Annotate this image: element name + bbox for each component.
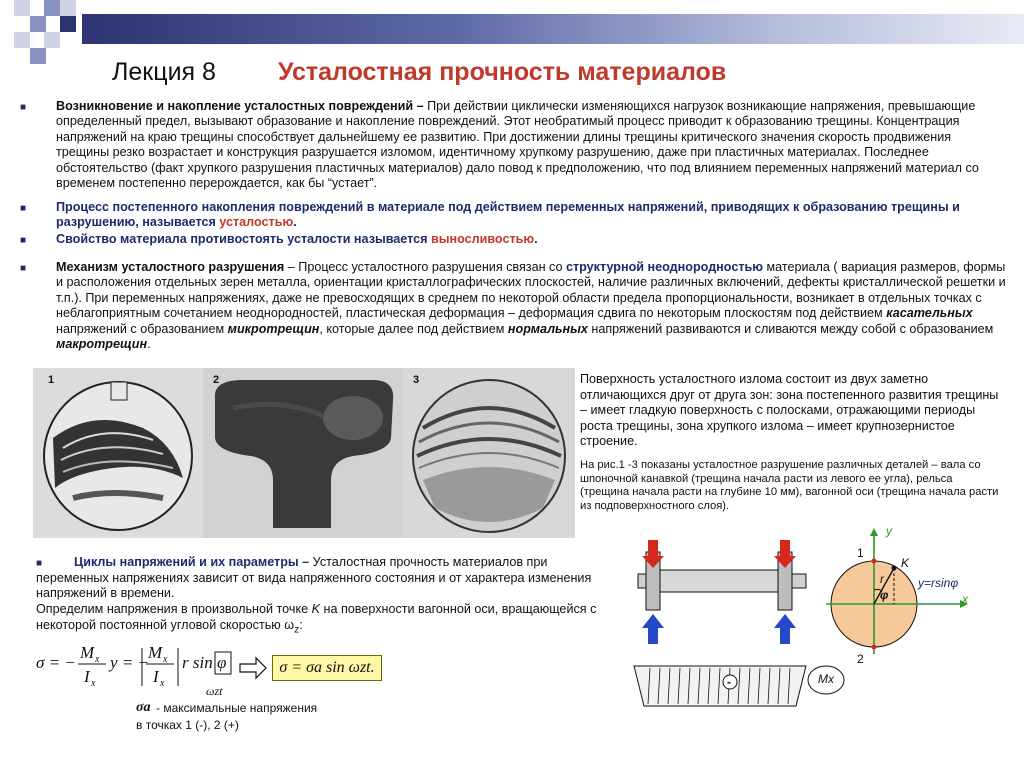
fracture-photo-shaft: [33, 368, 203, 538]
svg-text:x: x: [160, 678, 165, 688]
header-band: [82, 14, 1024, 44]
sigma-a-symbol: σa: [136, 700, 151, 715]
svg-text:I: I: [84, 667, 90, 686]
mechanism-text: , которые далее под действием: [319, 321, 508, 336]
point-k-text: Определим напряжения в произвольной точке: [36, 602, 312, 616]
point-1-label: 1: [857, 546, 864, 560]
bullet-icon: ■: [20, 263, 27, 274]
normal-term: нормальных: [507, 321, 588, 336]
endurance-term: выносливостью: [430, 232, 535, 246]
y-equation-label: y=rsinφ: [918, 576, 959, 590]
deco-square: [30, 48, 46, 64]
deco-square: [60, 16, 76, 32]
radius-label: r: [880, 572, 884, 586]
macrocrack-term: макротрещин: [56, 337, 148, 352]
svg-text:φ: φ: [217, 653, 227, 672]
deco-square: [14, 32, 30, 48]
svg-text:x: x: [95, 654, 100, 665]
fatigue-def-text: Процесс постепенного накопления повреждений в материале под действием переменных напряжений, приводящих к образованию трещины и разрушению, называется: [56, 200, 960, 230]
microcrack-term: микротрещин: [227, 321, 320, 336]
point-2-label: 2: [857, 652, 864, 666]
fracture-photo-rail: [203, 368, 403, 538]
page-title: Усталостная прочность материалов: [278, 58, 727, 86]
sigma-a-note: - максимальные напряжения: [156, 701, 318, 715]
fatigue-term: усталостью: [219, 215, 294, 230]
photo-number-3: 3: [413, 374, 420, 386]
paragraph-damage: [56, 99, 1006, 191]
deco-square: [44, 32, 60, 48]
x-axis-label: x: [962, 592, 968, 606]
omega-subscript: z: [294, 623, 300, 636]
mechanism-heading: Механизм усталостного разрушения: [56, 260, 285, 274]
paragraph-fatigue-def: [56, 200, 1006, 231]
fracture-description: Поверхность усталостного излома состоит из двух заметно отличающихся друг от друга зон: зона постепенного развития трещины – имеет гладкую поверхность с полосками, отражающими периоды роста трещины, зона хрупкого излома – имеет крупнозернистое строение.: [580, 372, 999, 449]
tangential-term: касательных: [886, 306, 973, 321]
moment-sign: -: [727, 675, 731, 689]
deco-square: [60, 0, 76, 16]
bullet-icon: ■: [20, 203, 27, 214]
svg-text:M: M: [80, 643, 95, 662]
deco-square: [14, 0, 30, 16]
mechanism-text: – Процесс усталостного разрушения связан со: [284, 260, 566, 274]
deco-square: [30, 16, 46, 32]
mechanism-text: .: [147, 337, 151, 352]
point-k-text: :: [299, 617, 303, 632]
lecture-number: Лекция 8: [112, 58, 216, 86]
fatigue-end: .: [293, 215, 297, 230]
bending-stress-formula: [36, 640, 236, 688]
paragraph-point-k: [36, 602, 616, 638]
damage-text: При действии циклически изменяющихся нагрузок возникающие напряжения, превышающие определенный предел, вызывают образование и накопление повреждений. Этот необратимый процесс приводит к образованию трещины. Концентрация напряжений на краю трещины способствует дальнейшему ее развитию. При достижении длины трещины критического значения скорость продвижения трещины резко возрастает и конструкция разрушается изломом, идентичному хрупкому разрушению, даже при пластичных материалах. Последнее обстоятельство (факт хрупкого разрушения пластичных материалов) дало повод к предположению, что под влиянием переменных напряжений материал со временем постепенно перерождается, как бы “устает”.: [56, 99, 979, 191]
svg-text:y = −: y = −: [110, 653, 149, 672]
structural-term: структурной неоднородностью: [565, 260, 763, 274]
endurance-def-text: Свойство материала противостоять усталости называется: [56, 232, 431, 246]
damage-heading: Возникновение и накопление усталостных повреждений –: [56, 99, 424, 113]
bullet-icon: ■: [20, 235, 27, 246]
paragraph-mechanism: [56, 260, 1006, 352]
mechanism-text: напряжений развиваются и сливаются между собой с образованием: [587, 321, 994, 336]
bullet-icon: ■: [36, 558, 43, 569]
sigma-a-points: в точках 1 (-), 2 (+): [136, 718, 239, 732]
endurance-end: .: [534, 232, 538, 246]
photo-number-2: 2: [213, 374, 220, 386]
omega-t-label: ωzt: [206, 684, 223, 698]
svg-text:x: x: [163, 654, 168, 665]
mx-label: Mx: [818, 672, 834, 686]
mechanism-text: напряжений с образованием: [56, 321, 228, 336]
axle-diagram: [620, 538, 820, 708]
stress-result-formula: σ = σa sin ωzt.: [272, 655, 382, 681]
svg-text:x: x: [91, 678, 96, 688]
svg-text:M: M: [148, 643, 163, 662]
mechanism-text: материала ( вариация размеров, формы и расположения отдельных зерен металла, ориентации кристаллографических плоскостей, наличие различных включений, дефекты кристаллической решетки и т.п.). При переменных напряжениях, даже не превосходящих в среднем по некоторой области предела пропорциональности, возникает в отдельных точках с неблагоприятным сочетанием неоднородностей, пластическая деформация – деформация сдвига по некоторым плоскостям под действием: [56, 260, 1006, 321]
cross-section-diagram: [826, 524, 1022, 658]
paragraph-cycles: [36, 555, 616, 602]
paragraph-endurance-def: [56, 232, 1006, 247]
fracture-examples: На рис.1 -3 показаны усталостное разрушение различных деталей – вала со шпоночной канавкой (трещина начала расти из левого ее угла), рельса (трещина начала расти на глубине 10 мм), вагонной оси (трещина начала расти из подповерхностного слоя).: [580, 459, 999, 512]
point-k-symbol: K: [311, 602, 320, 616]
photo-number-1: 1: [48, 374, 55, 386]
fracture-photo-axle: [403, 368, 575, 538]
svg-text:I: I: [153, 667, 159, 686]
cycles-text: Усталостная прочность материалов при переменных напряжениях зависит от вида напряженного состояния и от характера изменения напряжений в времени.: [36, 555, 592, 600]
deco-square: [44, 0, 60, 16]
svg-text:σ = −: σ = −: [36, 653, 76, 672]
arrow-icon: [238, 656, 268, 680]
svg-text:r sin: r sin: [182, 653, 213, 672]
cycles-heading: Циклы напряжений и их параметры –: [74, 555, 310, 569]
point-k-text: на поверхности вагонной оси, вращающейся с некоторой постоянной угловой скоростью ω: [36, 602, 597, 632]
point-k-label: K: [901, 556, 910, 570]
phi-label: φ: [880, 588, 889, 602]
y-axis-label: y: [886, 524, 892, 538]
bullet-icon: ■: [20, 102, 27, 113]
